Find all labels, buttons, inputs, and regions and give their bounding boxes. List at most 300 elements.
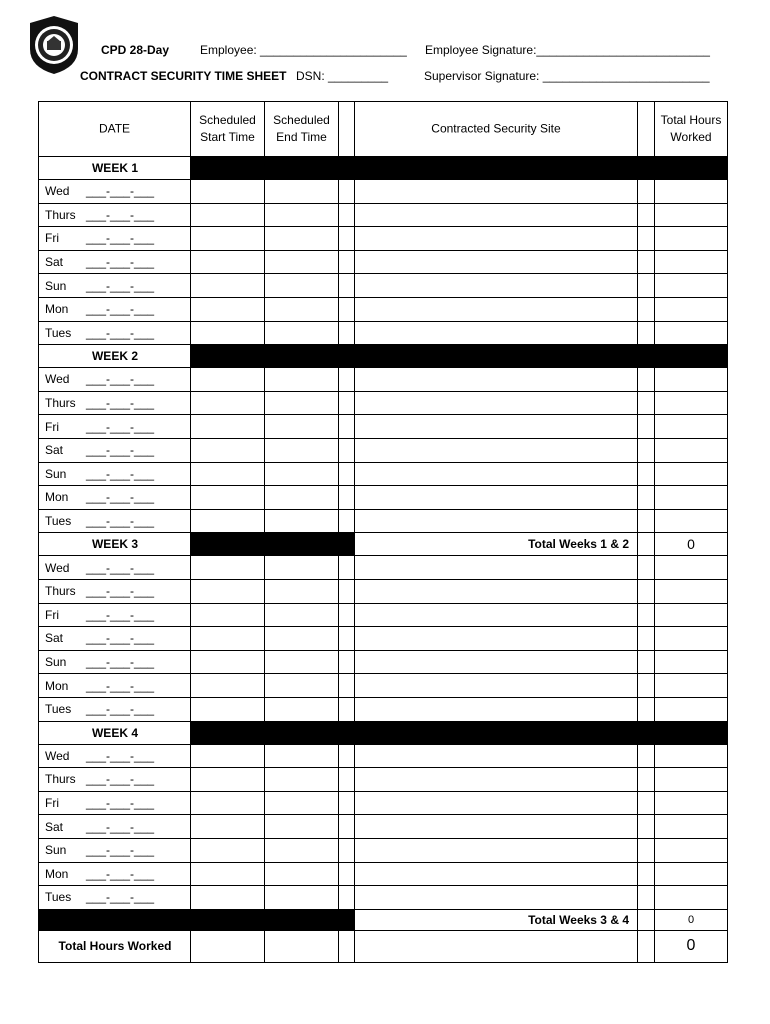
col-end-header: Scheduled End Time xyxy=(265,102,339,157)
spacer-cell xyxy=(638,463,655,487)
site-cell[interactable] xyxy=(355,768,638,792)
start-cell[interactable] xyxy=(191,863,265,887)
end-cell[interactable] xyxy=(265,627,339,651)
total-cell[interactable] xyxy=(655,580,727,604)
date-blank-field: ___-___-___ xyxy=(86,443,155,458)
spacer-cell xyxy=(339,204,355,228)
spacer-cell xyxy=(339,415,355,439)
date-cell xyxy=(39,463,191,487)
site-cell[interactable] xyxy=(355,322,638,346)
spacer-cell xyxy=(638,815,655,839)
day-name: Fri xyxy=(45,796,59,811)
start-cell[interactable] xyxy=(191,439,265,463)
start-cell[interactable] xyxy=(191,698,265,722)
start-cell[interactable] xyxy=(191,486,265,510)
end-cell[interactable] xyxy=(265,439,339,463)
week-bar-cell xyxy=(638,533,655,556)
end-cell[interactable] xyxy=(265,651,339,675)
spacer-cell xyxy=(638,604,655,628)
day-row xyxy=(39,510,727,534)
total-cell[interactable] xyxy=(655,180,727,204)
day-name: Sat xyxy=(45,631,64,646)
day-name: Tues xyxy=(45,702,72,717)
end-cell[interactable] xyxy=(265,368,339,392)
start-cell[interactable] xyxy=(191,251,265,275)
end-cell[interactable] xyxy=(265,392,339,416)
date-cell xyxy=(39,863,191,887)
week-bar-cell xyxy=(339,157,355,180)
date-cell xyxy=(39,251,191,275)
site-cell[interactable] xyxy=(355,274,638,298)
start-cell[interactable] xyxy=(191,556,265,580)
week-header-row xyxy=(39,533,727,556)
spacer-cell xyxy=(339,815,355,839)
week-title-cell xyxy=(39,157,191,180)
day-name: Fri xyxy=(45,607,59,622)
day-row xyxy=(39,274,727,298)
total-cell xyxy=(638,931,655,962)
spacer-cell xyxy=(339,674,355,698)
day-name: Sat xyxy=(45,443,64,458)
end-cell[interactable] xyxy=(265,768,339,792)
spacer-cell xyxy=(339,392,355,416)
start-cell[interactable] xyxy=(191,651,265,675)
site-cell[interactable] xyxy=(355,415,638,439)
total-cell[interactable] xyxy=(655,556,727,580)
spacer-cell xyxy=(339,768,355,792)
end-cell[interactable] xyxy=(265,815,339,839)
total-cell[interactable] xyxy=(655,298,727,322)
start-cell[interactable] xyxy=(191,768,265,792)
site-cell[interactable] xyxy=(355,745,638,769)
week-bar-cell xyxy=(265,533,339,556)
date-cell xyxy=(39,627,191,651)
end-cell[interactable] xyxy=(265,886,339,910)
date-blank-field: ___-___-___ xyxy=(86,607,155,622)
total-cell[interactable] xyxy=(655,651,727,675)
start-cell[interactable] xyxy=(191,886,265,910)
spacer-cell xyxy=(339,839,355,863)
total-cell xyxy=(265,931,339,962)
site-cell[interactable] xyxy=(355,886,638,910)
total-cell[interactable] xyxy=(655,815,727,839)
total-cell[interactable] xyxy=(655,415,727,439)
end-cell[interactable] xyxy=(265,839,339,863)
start-cell[interactable] xyxy=(191,204,265,228)
spacer-cell xyxy=(339,274,355,298)
start-cell[interactable] xyxy=(191,839,265,863)
date-cell xyxy=(39,298,191,322)
date-blank-field: ___-___-___ xyxy=(86,325,155,340)
site-cell[interactable] xyxy=(355,698,638,722)
day-name: Wed xyxy=(45,372,70,387)
end-cell[interactable] xyxy=(265,251,339,275)
week-bar-cell xyxy=(265,157,339,180)
total-cell[interactable] xyxy=(655,510,727,534)
spacer-cell xyxy=(638,674,655,698)
spacer-cell xyxy=(638,627,655,651)
total-cell[interactable] xyxy=(655,792,727,816)
date-cell xyxy=(39,674,191,698)
day-row xyxy=(39,227,727,251)
total-cell[interactable] xyxy=(655,322,727,346)
day-row xyxy=(39,839,727,863)
total-cell[interactable] xyxy=(655,863,727,887)
col-spacer xyxy=(339,102,355,157)
week-bar-cell xyxy=(355,157,638,180)
start-cell[interactable] xyxy=(191,274,265,298)
start-cell[interactable] xyxy=(191,180,265,204)
total-cell[interactable] xyxy=(655,486,727,510)
week-title-cell xyxy=(39,345,191,368)
date-blank-field: ___-___-___ xyxy=(86,419,155,434)
week-bar-cell xyxy=(191,722,265,745)
spacer-cell xyxy=(638,863,655,887)
date-blank-field: ___-___-___ xyxy=(86,560,155,575)
spacer-cell xyxy=(638,556,655,580)
site-cell[interactable] xyxy=(355,180,638,204)
end-cell[interactable] xyxy=(265,298,339,322)
total-cell[interactable] xyxy=(655,768,727,792)
summary-cell xyxy=(265,910,339,931)
start-cell[interactable] xyxy=(191,415,265,439)
spacer-cell xyxy=(339,556,355,580)
summary-cell xyxy=(339,910,355,931)
start-cell[interactable] xyxy=(191,745,265,769)
spacer-cell xyxy=(339,651,355,675)
summary-cell xyxy=(638,910,655,931)
week-header-row xyxy=(39,722,727,745)
end-cell[interactable] xyxy=(265,698,339,722)
date-blank-field: ___-___-___ xyxy=(86,302,155,317)
date-blank-field: ___-___-___ xyxy=(86,514,155,529)
spacer-cell xyxy=(638,698,655,722)
total-cell[interactable] xyxy=(655,674,727,698)
week-bar-cell xyxy=(191,157,265,180)
total-cell[interactable] xyxy=(655,251,727,275)
day-name: Mon xyxy=(45,490,69,505)
total-weeks-3-4-row xyxy=(39,910,727,931)
end-cell[interactable] xyxy=(265,604,339,628)
day-row xyxy=(39,486,727,510)
date-blank-field: ___-___-___ xyxy=(86,490,155,505)
site-cell[interactable] xyxy=(355,556,638,580)
date-cell xyxy=(39,439,191,463)
week-bar-cell xyxy=(638,722,655,745)
spacer-cell xyxy=(339,251,355,275)
day-row xyxy=(39,627,727,651)
spacer-cell xyxy=(638,368,655,392)
site-cell[interactable] xyxy=(355,604,638,628)
date-blank-field: ___-___-___ xyxy=(86,584,155,599)
site-cell[interactable] xyxy=(355,792,638,816)
spacer-cell xyxy=(339,322,355,346)
spacer-cell xyxy=(638,392,655,416)
day-row xyxy=(39,251,727,275)
start-cell[interactable] xyxy=(191,815,265,839)
start-cell[interactable] xyxy=(191,322,265,346)
day-name: Fri xyxy=(45,231,59,246)
day-row xyxy=(39,368,727,392)
total-cell[interactable] xyxy=(655,604,727,628)
date-blank-field: ___-___-___ xyxy=(86,231,155,246)
day-row xyxy=(39,322,727,346)
start-cell[interactable] xyxy=(191,392,265,416)
spacer-cell xyxy=(638,768,655,792)
form-id: CPD 28-Day xyxy=(101,43,170,57)
total-hours-value: 0 xyxy=(686,937,696,955)
start-cell[interactable] xyxy=(191,674,265,698)
day-name: Thurs xyxy=(45,207,76,222)
end-cell[interactable] xyxy=(265,486,339,510)
week-bar-cell xyxy=(339,722,355,745)
week-bar-cell xyxy=(655,722,727,745)
date-cell xyxy=(39,556,191,580)
end-cell[interactable] xyxy=(265,792,339,816)
day-row xyxy=(39,463,727,487)
week-bar-cell xyxy=(265,722,339,745)
date-blank-field: ___-___-___ xyxy=(86,466,155,481)
date-blank-field: ___-___-___ xyxy=(86,372,155,387)
day-name: Sun xyxy=(45,843,67,858)
day-name: Wed xyxy=(45,560,70,575)
date-blank-field: ___-___-___ xyxy=(86,890,155,905)
day-name: Mon xyxy=(45,302,69,317)
total-cell[interactable] xyxy=(655,839,727,863)
week-bar-cell xyxy=(265,345,339,368)
total-cell xyxy=(355,931,638,962)
total-cell xyxy=(655,931,727,962)
spacer-cell xyxy=(339,463,355,487)
start-cell[interactable] xyxy=(191,227,265,251)
spacer-cell xyxy=(638,322,655,346)
total-cell[interactable] xyxy=(655,698,727,722)
day-name: Tues xyxy=(45,325,72,340)
end-cell[interactable] xyxy=(265,674,339,698)
week-bar-cell xyxy=(655,157,727,180)
spacer-cell xyxy=(638,745,655,769)
date-cell xyxy=(39,604,191,628)
end-cell[interactable] xyxy=(265,510,339,534)
date-blank-field: ___-___-___ xyxy=(86,748,155,763)
week-title: WEEK 1 xyxy=(91,161,138,175)
date-cell xyxy=(39,886,191,910)
total-cell xyxy=(191,931,265,962)
week-bar-cell xyxy=(638,157,655,180)
date-cell xyxy=(39,792,191,816)
spacer-cell xyxy=(339,486,355,510)
start-cell[interactable] xyxy=(191,580,265,604)
date-cell xyxy=(39,486,191,510)
start-cell[interactable] xyxy=(191,298,265,322)
day-name: Wed xyxy=(45,748,70,763)
site-cell[interactable] xyxy=(355,674,638,698)
date-cell xyxy=(39,510,191,534)
spacer-cell xyxy=(339,863,355,887)
total-cell[interactable] xyxy=(655,274,727,298)
site-cell[interactable] xyxy=(355,227,638,251)
date-blank-field: ___-___-___ xyxy=(86,796,155,811)
start-cell[interactable] xyxy=(191,368,265,392)
start-cell[interactable] xyxy=(191,627,265,651)
date-cell xyxy=(39,651,191,675)
date-cell xyxy=(39,204,191,228)
week-header-row xyxy=(39,345,727,368)
end-cell[interactable] xyxy=(265,322,339,346)
total-cell xyxy=(339,931,355,962)
total-cell[interactable] xyxy=(655,886,727,910)
day-row xyxy=(39,792,727,816)
week-bar-cell xyxy=(655,345,727,368)
site-cell[interactable] xyxy=(355,204,638,228)
dsn-field[interactable]: DSN: _________ xyxy=(296,69,389,83)
spacer-cell xyxy=(638,486,655,510)
spacer-cell xyxy=(339,510,355,534)
spacer-cell xyxy=(339,604,355,628)
total-cell[interactable] xyxy=(655,439,727,463)
site-cell[interactable] xyxy=(355,251,638,275)
spacer-cell xyxy=(638,439,655,463)
col-start-header: Scheduled Start Time xyxy=(191,102,265,157)
date-blank-field: ___-___-___ xyxy=(86,843,155,858)
day-name: Sat xyxy=(45,255,64,270)
total-cell[interactable] xyxy=(655,745,727,769)
day-row xyxy=(39,392,727,416)
week-bar-cell xyxy=(339,533,355,556)
date-cell xyxy=(39,180,191,204)
week-title: WEEK 2 xyxy=(91,349,138,364)
total-weeks-3-4-value: 0 xyxy=(687,913,695,926)
start-cell[interactable] xyxy=(191,604,265,628)
end-cell[interactable] xyxy=(265,180,339,204)
date-blank-field: ___-___-___ xyxy=(86,866,155,881)
date-blank-field: ___-___-___ xyxy=(86,678,155,693)
total-cell[interactable] xyxy=(655,392,727,416)
week-bar-cell xyxy=(355,722,638,745)
date-cell xyxy=(39,745,191,769)
total-cell[interactable] xyxy=(655,204,727,228)
day-row xyxy=(39,863,727,887)
police-badge-icon xyxy=(28,15,80,75)
employee-field[interactable]: Employee: ______________________ xyxy=(200,43,407,57)
start-cell[interactable] xyxy=(191,792,265,816)
total-hours-row xyxy=(39,931,727,962)
summary-cell xyxy=(191,910,265,931)
day-name: Mon xyxy=(45,866,69,881)
end-cell[interactable] xyxy=(265,204,339,228)
site-cell[interactable] xyxy=(355,627,638,651)
site-cell[interactable] xyxy=(355,839,638,863)
end-cell[interactable] xyxy=(265,274,339,298)
day-name: Mon xyxy=(45,678,69,693)
day-row xyxy=(39,415,727,439)
end-cell[interactable] xyxy=(265,463,339,487)
total-cell[interactable] xyxy=(655,463,727,487)
day-name: Thurs xyxy=(45,772,76,787)
week-bar-cell xyxy=(355,345,638,368)
day-name: Wed xyxy=(45,184,70,199)
site-cell[interactable] xyxy=(355,815,638,839)
spacer-cell xyxy=(638,204,655,228)
day-row xyxy=(39,674,727,698)
spacer-cell xyxy=(339,886,355,910)
spacer-cell xyxy=(339,698,355,722)
day-name: Fri xyxy=(45,419,59,434)
site-cell[interactable] xyxy=(355,486,638,510)
day-row xyxy=(39,556,727,580)
end-cell[interactable] xyxy=(265,580,339,604)
end-cell[interactable] xyxy=(265,415,339,439)
spacer-cell xyxy=(339,439,355,463)
day-name: Tues xyxy=(45,514,72,529)
total-hours-label: Total Hours Worked xyxy=(58,939,172,954)
spacer-cell xyxy=(339,792,355,816)
spacer-cell xyxy=(638,651,655,675)
site-cell[interactable] xyxy=(355,439,638,463)
week-title-cell xyxy=(39,533,191,556)
date-blank-field: ___-___-___ xyxy=(86,396,155,411)
total-weeks-1-2-label: Total Weeks 1 & 2 xyxy=(528,537,629,552)
day-row xyxy=(39,204,727,228)
spacer-cell xyxy=(638,227,655,251)
site-cell[interactable] xyxy=(355,863,638,887)
week-title: WEEK 3 xyxy=(91,537,138,552)
end-cell[interactable] xyxy=(265,556,339,580)
date-blank-field: ___-___-___ xyxy=(86,207,155,222)
day-name: Sat xyxy=(45,819,64,834)
day-row xyxy=(39,298,727,322)
employee-signature-field[interactable]: Employee Signature:__________________________ xyxy=(425,43,710,57)
week-bar-cell xyxy=(191,533,265,556)
supervisor-signature-field[interactable]: Supervisor Signature: _________________________ xyxy=(424,69,710,83)
site-cell[interactable] xyxy=(355,368,638,392)
total-cell[interactable] xyxy=(655,227,727,251)
summary-cell xyxy=(39,910,191,931)
time-sheet-table xyxy=(38,101,728,963)
day-name: Sun xyxy=(45,278,67,293)
start-cell[interactable] xyxy=(191,463,265,487)
site-cell[interactable] xyxy=(355,298,638,322)
day-name: Tues xyxy=(45,890,72,905)
week-bar-cell xyxy=(638,345,655,368)
date-cell xyxy=(39,839,191,863)
spacer-cell xyxy=(638,415,655,439)
col-date-header: DATE xyxy=(39,102,191,157)
total-cell xyxy=(39,931,191,962)
end-cell[interactable] xyxy=(265,745,339,769)
spacer-cell xyxy=(638,298,655,322)
day-row xyxy=(39,580,727,604)
end-cell[interactable] xyxy=(265,227,339,251)
site-cell[interactable] xyxy=(355,580,638,604)
spacer-cell xyxy=(638,251,655,275)
col-total-header: Total Hours Worked xyxy=(655,102,727,157)
end-cell[interactable] xyxy=(265,863,339,887)
week-title: WEEK 4 xyxy=(91,725,138,740)
date-cell xyxy=(39,580,191,604)
spacer-cell xyxy=(339,227,355,251)
site-cell[interactable] xyxy=(355,510,638,534)
summary-cell xyxy=(355,910,638,931)
start-cell[interactable] xyxy=(191,510,265,534)
week-title-cell xyxy=(39,722,191,745)
site-cell[interactable] xyxy=(355,463,638,487)
site-cell[interactable] xyxy=(355,651,638,675)
week-bar-cell xyxy=(339,345,355,368)
total-cell[interactable] xyxy=(655,627,727,651)
total-cell[interactable] xyxy=(655,368,727,392)
site-cell[interactable] xyxy=(355,392,638,416)
